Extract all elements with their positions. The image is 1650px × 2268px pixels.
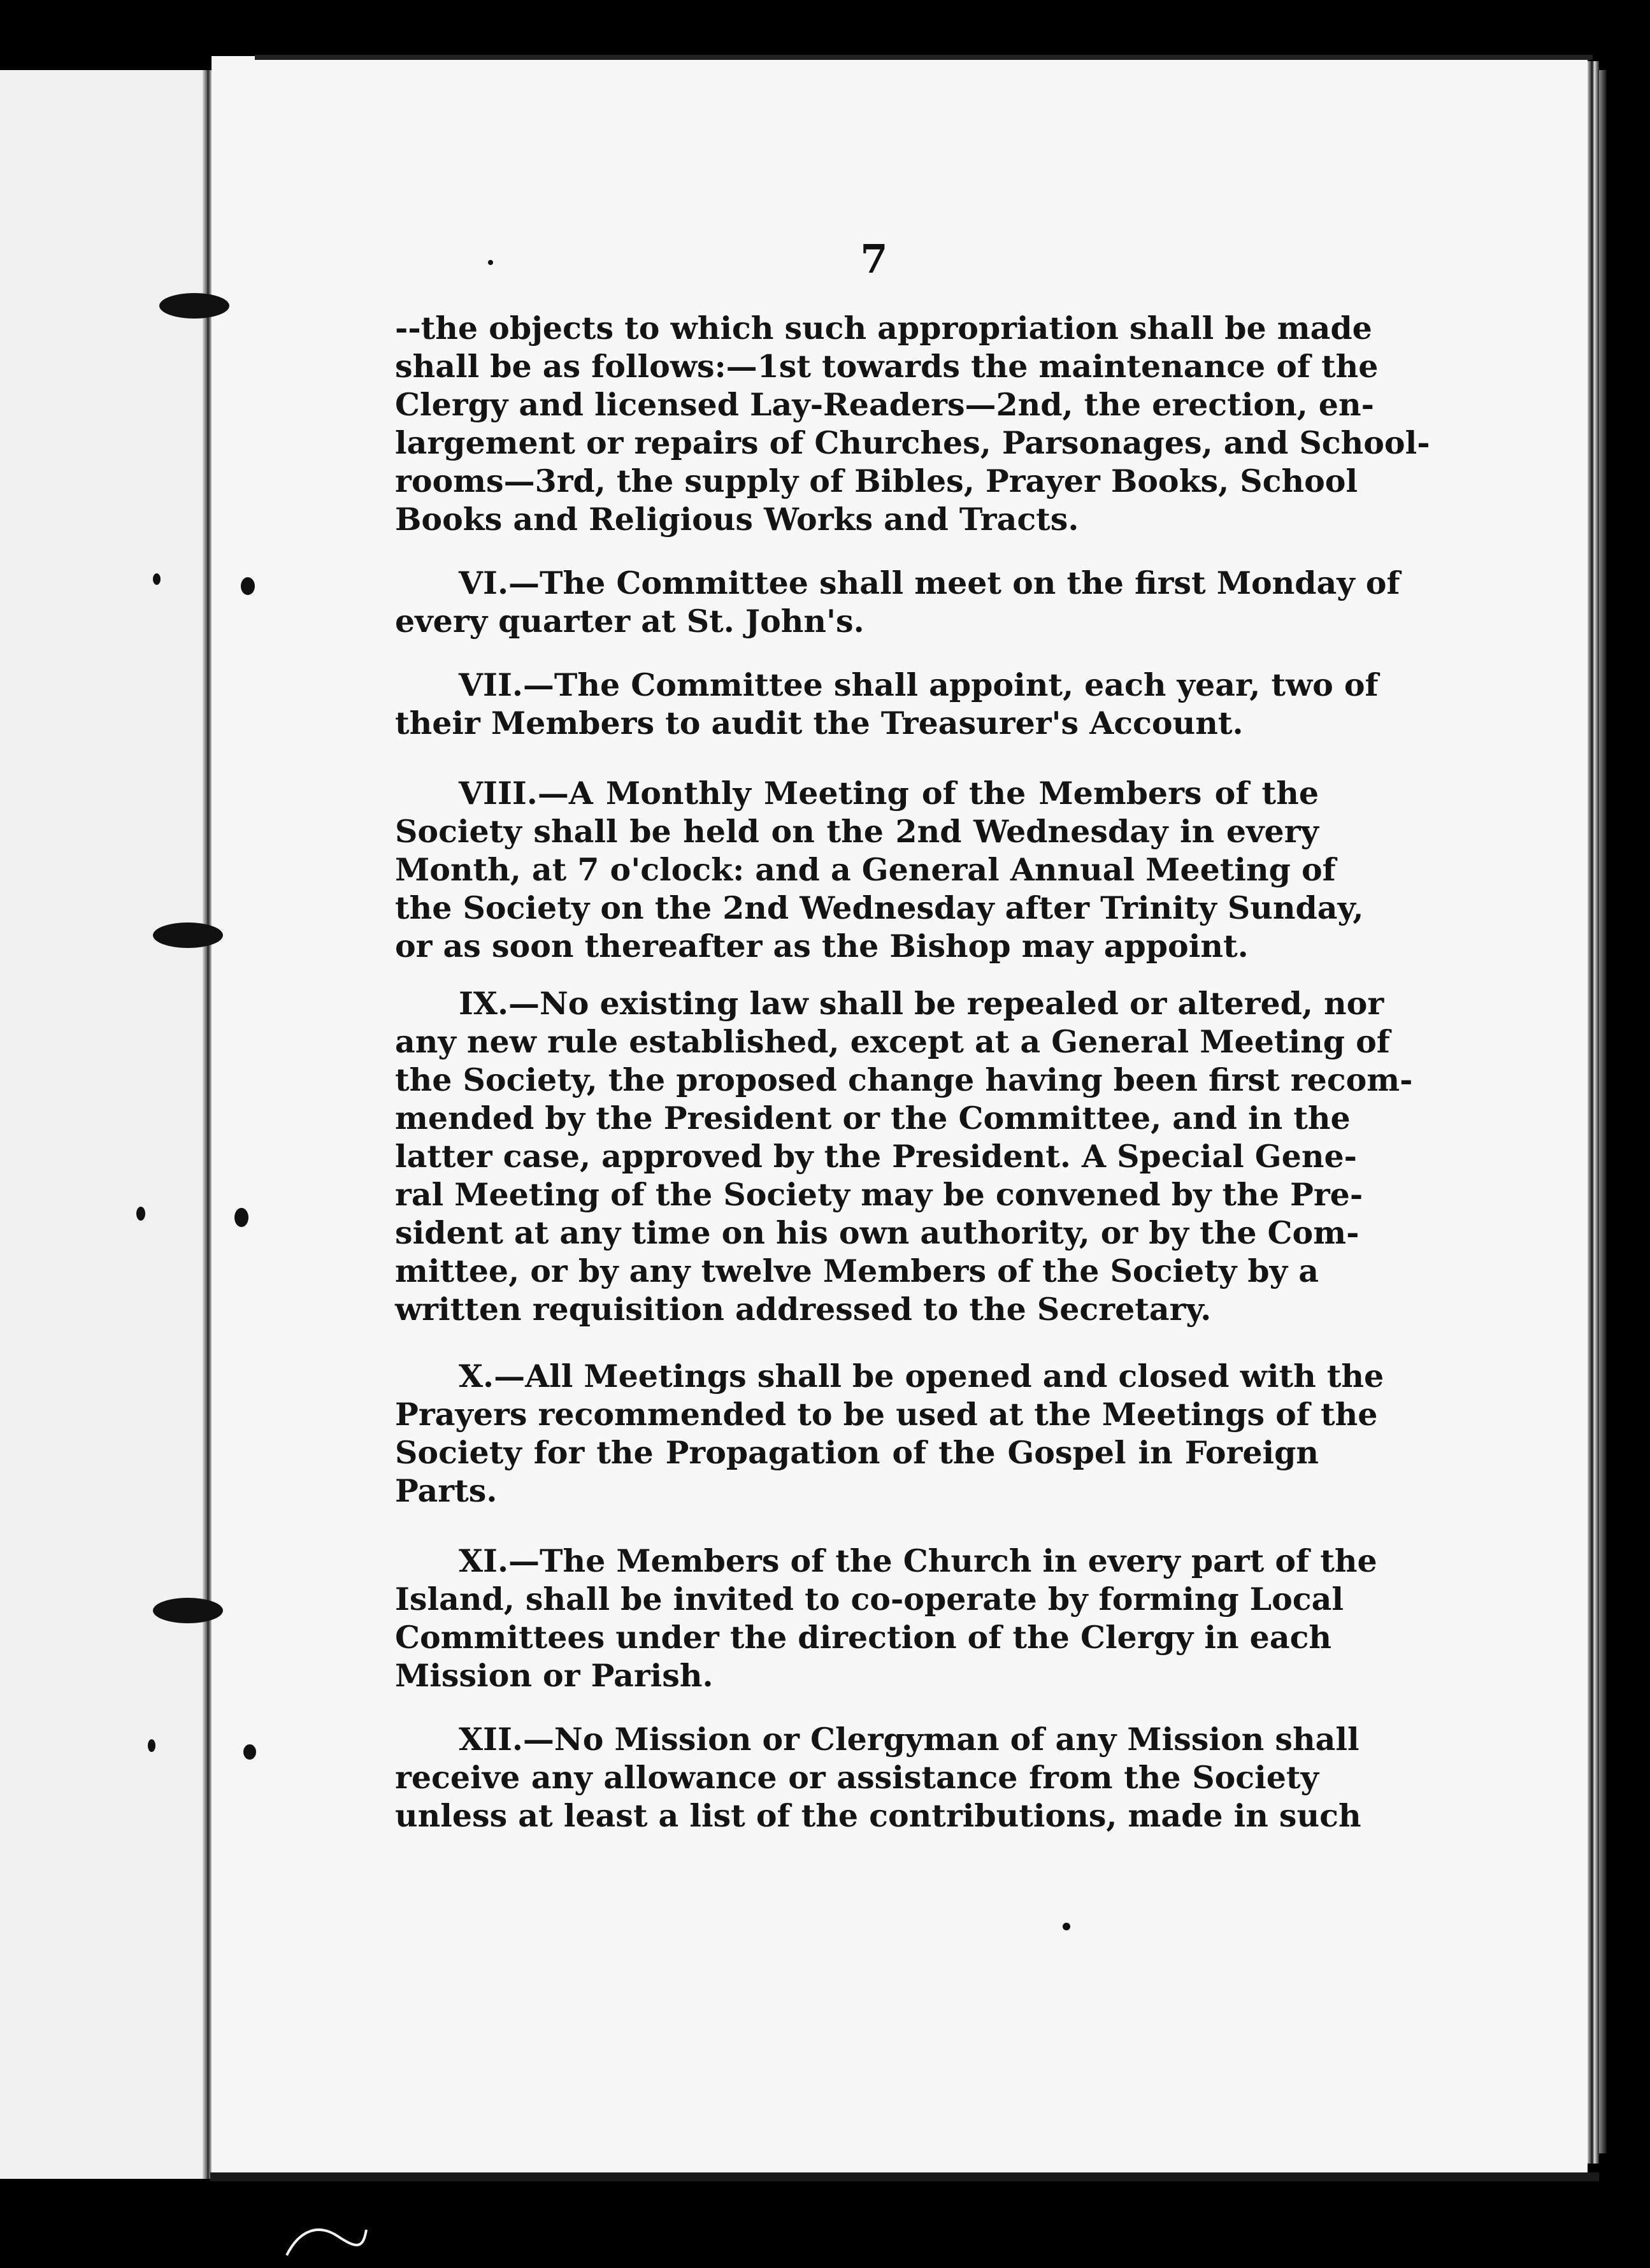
text-line: VIII.—A Monthly Meeting of the Members of the (459, 775, 1319, 812)
binding-hole (159, 293, 229, 319)
text-line: Society shall be held on the 2nd Wednesday in every (395, 813, 1319, 850)
text-line: latter case, approved by the President. A Special Gene- (395, 1138, 1357, 1175)
dust-speck (488, 260, 493, 265)
ink-mark (280, 2217, 369, 2262)
page-bottom-edge (210, 2172, 1599, 2181)
page-number: 7 (860, 236, 888, 282)
text-line: the Society on the 2nd Wednesday after Trinity Sunday, (395, 889, 1364, 926)
rule-ix (395, 984, 1413, 1328)
text-line: largement or repairs of Churches, Parsonages, and School- (395, 424, 1430, 461)
text-line: Society for the Propagation of the Gospel in Foreign (395, 1434, 1319, 1471)
rule-vi (395, 564, 1400, 640)
rule-x (395, 1357, 1384, 1510)
text-line: VI.—The Committee shall meet on the first Monday of (459, 564, 1400, 601)
text-line: Month, at 7 o'clock: and a General Annual Meeting of (395, 851, 1336, 888)
page-right-edge (1588, 61, 1599, 2164)
text-line: XII.—No Mission or Clergyman of any Mission shall (459, 1721, 1359, 1758)
text-line: X.—All Meetings shall be opened and closed with the (459, 1358, 1384, 1395)
binding-hole (153, 922, 223, 948)
previous-page-strip (0, 70, 210, 2179)
text-line: Clergy and licensed Lay-Readers—2nd, the erection, en- (395, 386, 1374, 423)
dust-speck (1063, 1923, 1070, 1930)
text-line: unless at least a list of the contributions, made in such (395, 1797, 1361, 1834)
text-line: shall be as follows:—1st towards the maintenance of the (395, 348, 1379, 385)
text-line: Island, shall be invited to co-operate by forming Local (395, 1581, 1344, 1618)
rule-vii (395, 666, 1379, 742)
paragraph-continuation (395, 309, 1430, 538)
binding-gutter (203, 70, 212, 2179)
page-top-edge (255, 55, 1593, 60)
text-line: any new rule established, except at a General Meeting of (395, 1023, 1390, 1060)
binding-speck (241, 577, 255, 595)
binding-speck (234, 1208, 248, 1227)
text-line: IX.—No existing law shall be repealed or altered, nor (459, 985, 1384, 1022)
rule-xii (395, 1720, 1361, 1835)
text-line: Mission or Parish. (395, 1657, 714, 1694)
binding-speck (243, 1744, 256, 1760)
text-line: every quarter at St. John's. (395, 603, 864, 640)
text-line: receive any allowance or assistance from the Society (395, 1759, 1319, 1796)
binding-speck (148, 1739, 155, 1752)
text-line: --the objects to which such appropriation shall be made (395, 310, 1372, 347)
text-line: written requisition addressed to the Secretary. (395, 1291, 1212, 1328)
text-line: mittee, or by any twelve Members of the Society by a (395, 1252, 1319, 1289)
binding-hole (153, 1598, 223, 1623)
text-line: the Society, the proposed change having been first recom- (395, 1061, 1413, 1098)
text-line: rooms—3rd, the supply of Bibles, Prayer Books, School (395, 463, 1358, 499)
binding-speck (136, 1207, 145, 1221)
text-line: VII.—The Committee shall appoint, each year, two of (459, 666, 1379, 703)
text-line: their Members to audit the Treasurer's Account. (395, 705, 1244, 742)
binding-speck (153, 573, 161, 585)
text-line: Prayers recommended to be used at the Meetings of the (395, 1396, 1378, 1433)
text-line: sident at any time on his own authority, or by the Com- (395, 1214, 1359, 1251)
rule-viii (395, 774, 1364, 965)
text-line: XI.—The Members of the Church in every part of the (459, 1542, 1377, 1579)
text-line: or as soon thereafter as the Bishop may appoint. (395, 928, 1249, 965)
text-line: mended by the President or the Committee, and in the (395, 1100, 1351, 1137)
text-line: Books and Religious Works and Tracts. (395, 501, 1079, 538)
page-right-edge-shadow (1599, 70, 1607, 2153)
text-line: ral Meeting of the Society may be convened by the Pre- (395, 1176, 1363, 1213)
text-line: Parts. (395, 1472, 498, 1509)
text-line: Committees under the direction of the Clergy in each (395, 1619, 1332, 1656)
rule-xi (395, 1542, 1377, 1695)
